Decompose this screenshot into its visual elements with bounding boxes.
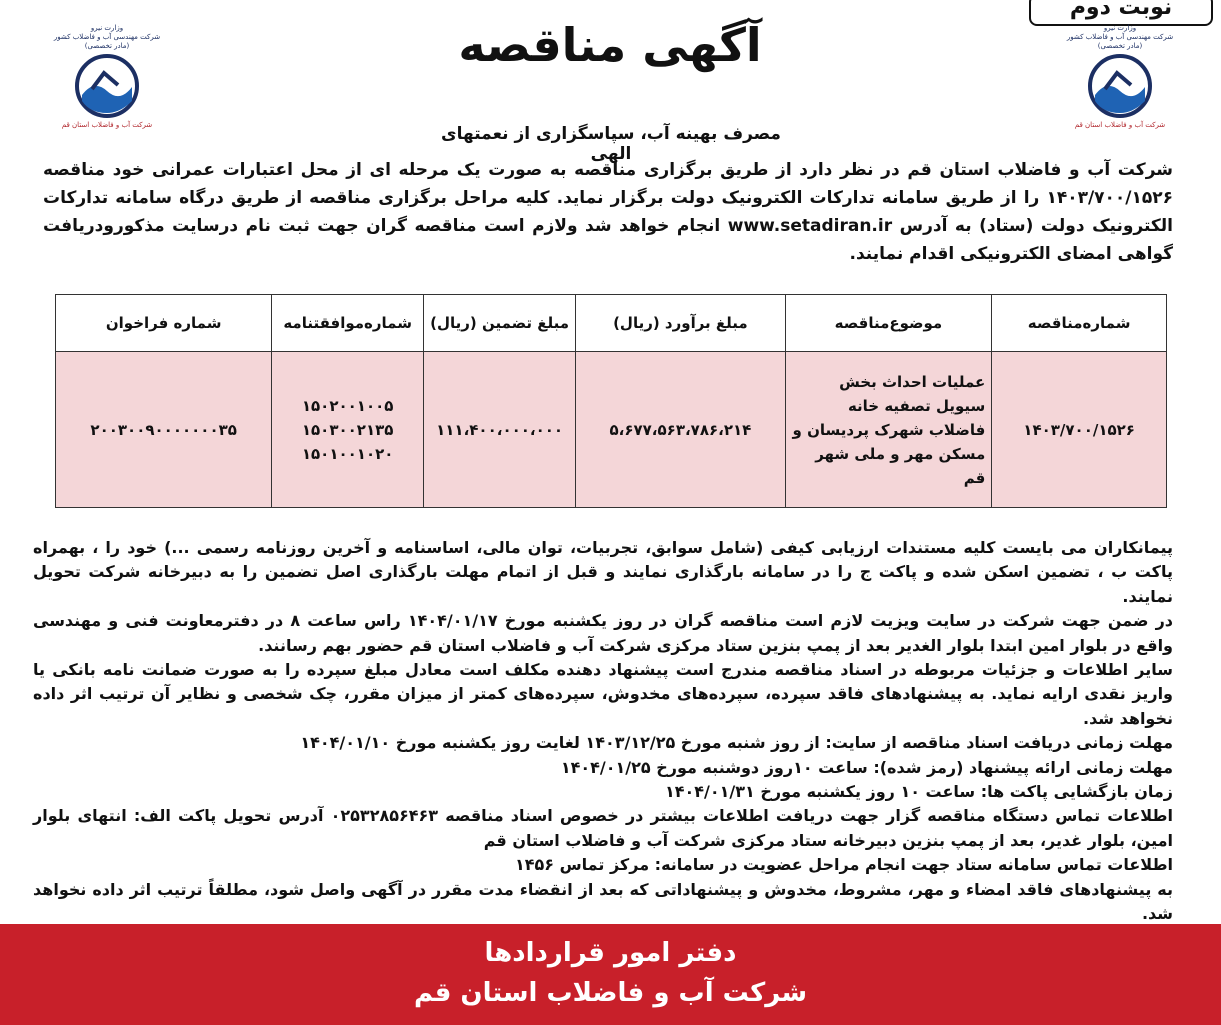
logo-left [52,24,162,142]
cell-subject: عملیات احداث بخش سیویل تصفیه خانه فاضلاب شهرک پردیسان و مسکن مهر و ملی شهر قم [785,352,992,508]
logo-ministry-text: وزارت نیرو [1103,24,1137,32]
table-row [56,352,1167,508]
header-agreement: شماره‌موافقتنامه [272,295,424,352]
logo-company-note: (مادر تخصصی) [84,42,130,50]
paragraph-bid-deadline: مهلت زمانی ارائه پیشنهاد (رمز شده): ساعت ۱۰روز دوشنبه مورخ ۱۴۰۴/۰۱/۲۵ [560,757,1173,777]
logo-province-text: شرکت آب و فاضلاب استان قم [1074,121,1166,129]
cell-guarantee: ۱۱۱،۴۰۰،۰۰۰،۰۰۰ [424,352,576,508]
header-estimate: مبلغ برآورد (ریال) [576,295,785,352]
header-tender-no: شماره‌مناقصه [992,295,1167,352]
logo-company-note: (مادر تخصصی) [1097,42,1143,50]
paragraph-invalid-bids: به پیشنهادهای فاقد امضاء و مهر، مشروط، مخدوش و پیشنهاداتی که بعد از انقضاء مدت مقرر در آگهی واصل شود، مطلقاً ترتیب اثر داده نخواهد شد. [33,879,1173,924]
slogan: مصرف بهینه آب، سپاسگزاری از نعمتهای الهی [441,124,781,164]
header-call-no: شماره فراخوان [56,295,272,352]
notice-body [33,536,1173,927]
table-header-row [56,295,1167,352]
paragraph-doc-deadline: مهلت زمانی دریافت اسناد مناقصه از سایت: از روز شنبه مورخ ۱۴۰۳/۱۲/۲۵ لغایت روز یکشنبه مورخ ۱۴۰۴/۰۱/۱۰ [300,733,1173,753]
agreement-number: ۱۵۰۲۰۰۱۰۰۵ [301,396,394,415]
paragraph-documents: پیمانکاران می بایست کلیه مستندات ارزیابی کیفی (شامل سوابق، تجربیات، توان مالی، اساسنامه و آخرین روزنامه رسمی ...) خود را ، بهمراه پاکت ب ، تضمین اسکن شده و پاکت ج را در سامانه بارگذاری نمایند و قبل از اتمام مهلت بارگذاری اصل تضمین را به دبیرخانه شرکت تحویل نمایند. [33,538,1173,606]
logo-ministry-text: وزارت نیرو [90,24,124,32]
intro-paragraph: شرکت آب و فاضلاب استان قم در نظر دارد از طریق برگزاری مناقصه به صورت یک مرحله ای از محل اعتبارات عمرانی خود مناقصه ۱۴۰۳/۷۰۰/۱۵۲۶ را از طریق سامانه تدارکات الکترونیک دولت برگزار نماید. کلیه مراحل برگزاری مناقصه از طریق درگاه سامانه تدارکات الکترونیک دولت (ستاد) به آدرس www.setadiran.ir انجام خواهد شد ولازم است مناقصه گران جهت ثبت نام درسایت مذکورودریافت گواهی امضای الکترونیکی اقدام نمایند. [43,160,1173,264]
paragraph-site-visit: در ضمن جهت شرکت در سایت ویزیت لازم است مناقصه گران در روز یکشنبه مورخ ۱۴۰۴/۰۱/۱۷ راس ساعت ۸ در دفترمعاونت فنی و مهندسی واقع در بلوار امین ابتدا بلوار الغدیر بعد از پمپ بنزین ستاد مرکزی شرکت آب و فاضلاب استان قم حضور بهم رسانند. [33,611,1174,655]
agreement-number: ۱۵۰۳۰۰۲۱۳۵ [301,420,394,439]
header-subject: موضوع‌مناقصه [785,295,992,352]
tender-table [55,294,1167,508]
agreement-number: ۱۵۰۱۰۰۱۰۲۰ [301,444,394,463]
logo-province-text: شرکت آب و فاضلاب استان قم [61,121,153,129]
cell-estimate: ۵،۶۷۷،۵۶۳،۷۸۶،۲۱۴ [576,352,785,508]
paragraph-opening: زمان بازگشایی پاکت ها: ساعت ۱۰ روز یکشنبه مورخ ۱۴۰۴/۰۱/۳۱ [664,782,1173,802]
footer-banner [0,924,1221,1025]
water-drop-icon [74,53,140,119]
logo-right [1065,24,1175,142]
page-title: آگهی مناقصه [458,18,762,72]
cell-agreements [272,352,424,508]
logo-company-text: شرکت مهندسی آب و فاضلاب کشور [1066,33,1174,41]
footer-office: دفتر امور قراردادها [484,938,737,968]
paragraph-contact: اطلاعات تماس دستگاه مناقصه گزار جهت دریافت اطلاعات بیشتر در خصوص اسناد مناقصه ۰۲۵۳۲۸۵۶۴۶۳ آدرس تحویل پاکت الف: انتهای بلوار امین، بلوار غدیر، بعد از پمپ بنزین دبیرخانه ستاد مرکزی شرکت آب و فاضلاب استان قم [33,806,1173,850]
paragraph-setad-contact: اطلاعات تماس سامانه ستاد جهت انجام مراحل عضویت در سامانه: مرکز تماس ۱۴۵۶ [514,855,1173,875]
round-tag: نوبت دوم [1029,0,1213,26]
water-drop-icon [1087,53,1153,119]
footer-company: شرکت آب و فاضلاب استان قم [413,978,808,1008]
logo-company-text: شرکت مهندسی آب و فاضلاب کشور [53,33,161,41]
cell-call-no: ۲۰۰۳۰۰۹۰۰۰۰۰۰۰۳۵ [56,352,272,508]
paragraph-deposit: سایر اطلاعات و جزئیات مربوطه در اسناد مناقصه مندرج است پیشنهاد دهنده مکلف است معادل مبلغ سپرده را به صورت ضمانت نامه بانکی یا واریز نقدی ارایه نماید. به پیشنهادهای فاقد سپرده، سپرده‌های مخدوش، سپرده‌های کمتر از میزان مقرر، چک شخصی و نظایر آن ترتیب اثر داده نخواهد شد. [33,660,1173,728]
header-guarantee: مبلغ تضمین (ریال) [424,295,576,352]
cell-tender-no: ۱۴۰۳/۷۰۰/۱۵۲۶ [992,352,1167,508]
